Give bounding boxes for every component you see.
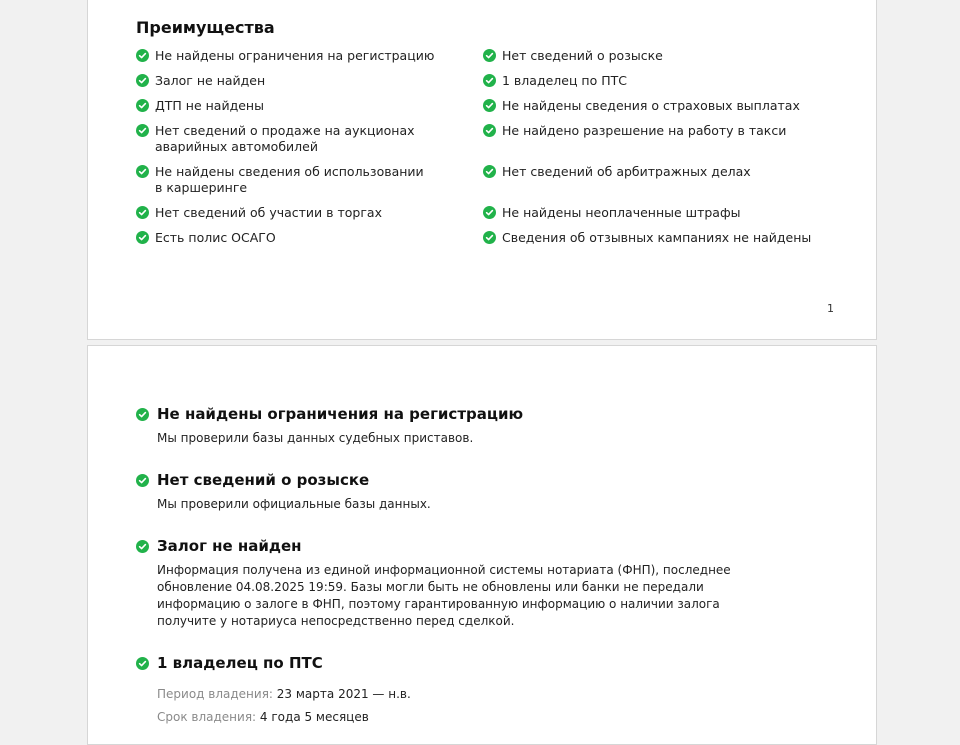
check-circle-icon [136, 74, 149, 87]
advantage-item [136, 230, 483, 246]
ownership-term-label: Срок владения: [157, 710, 257, 724]
section-body: Информация получена из единой информационной системы нотариата (ФНП), последнее обновление 04.08.2025 19:59. Базы могли быть не обновлены или банки не передали информацию о залоге в ФНП, поэтому гарантированную информацию о наличии залога получите у нотариуса непосредственно перед сделкой. [157, 563, 731, 628]
advantage-item [136, 123, 483, 155]
section-title: Залог не найден [157, 537, 302, 555]
section-owners [136, 654, 796, 726]
advantage-label: Не найдены неоплаченные штрафы [502, 205, 741, 220]
advantages-list [136, 48, 816, 255]
advantage-label: Залог не найден [155, 73, 266, 88]
advantage-item [136, 205, 483, 221]
check-circle-icon [136, 540, 149, 553]
advantage-label: Нет сведений о розыске [502, 48, 663, 63]
advantage-item [483, 73, 816, 89]
advantage-item [483, 98, 816, 114]
ownership-term-value: 4 года 5 месяцев [259, 710, 369, 724]
ownership-period [157, 686, 796, 703]
section-body: Мы проверили базы данных судебных приставов. [157, 431, 474, 445]
check-circle-icon [483, 74, 496, 87]
ownership-term [157, 709, 796, 726]
advantage-label: Сведения об отзывных кампаниях не найдены [502, 230, 812, 245]
check-circle-icon [136, 408, 149, 421]
report-page-1 [87, 0, 877, 340]
section-title: Не найдены ограничения на регистрацию [157, 405, 524, 423]
advantage-item [136, 73, 483, 89]
section-title: 1 владелец по ПТС [157, 654, 323, 672]
advantage-label: Нет сведений об арбитражных делах [502, 164, 751, 179]
section-pledge [136, 537, 776, 630]
advantage-item [136, 98, 483, 114]
check-circle-icon [136, 49, 149, 62]
check-circle-icon [136, 231, 149, 244]
check-circle-icon [136, 99, 149, 112]
check-circle-icon [136, 474, 149, 487]
advantage-label: Не найдены ограничения на регистрацию [155, 48, 435, 63]
report-page-2 [87, 345, 877, 745]
advantage-item [483, 230, 816, 246]
advantage-item [136, 164, 483, 196]
advantage-label: Не найдены сведения об использовании в каршеринге [155, 164, 424, 195]
check-circle-icon [483, 49, 496, 62]
check-circle-icon [483, 124, 496, 137]
section-title: Нет сведений о розыске [157, 471, 370, 489]
advantage-label: ДТП не найдены [155, 98, 264, 113]
check-circle-icon [136, 206, 149, 219]
advantage-label: Не найдено разрешение на работу в такси [502, 123, 787, 138]
ownership-period-value: 23 марта 2021 — н.в. [276, 687, 411, 701]
advantage-label: Не найдены сведения о страховых выплатах [502, 98, 800, 113]
advantage-item [483, 123, 816, 155]
advantage-label: 1 владелец по ПТС [502, 73, 627, 88]
check-circle-icon [483, 99, 496, 112]
advantage-label: Нет сведений об участии в торгах [155, 205, 382, 220]
section-body: Мы проверили официальные базы данных. [157, 497, 431, 511]
advantages-title: Преимущества [136, 18, 275, 37]
section-registration [136, 405, 796, 447]
ownership-period-label: Период владения: [157, 687, 273, 701]
advantage-label: Нет сведений о продаже на аукционах аварийных автомобилей [155, 123, 415, 154]
advantage-label: Есть полис ОСАГО [155, 230, 276, 245]
check-circle-icon [136, 657, 149, 670]
section-wanted [136, 471, 796, 513]
advantage-item [483, 48, 816, 64]
page-number: 1 [827, 302, 834, 315]
check-circle-icon [483, 206, 496, 219]
check-circle-icon [483, 231, 496, 244]
advantage-item [483, 205, 816, 221]
advantage-item [483, 164, 816, 196]
check-circle-icon [136, 165, 149, 178]
check-circle-icon [136, 124, 149, 137]
check-circle-icon [483, 165, 496, 178]
advantage-item [136, 48, 483, 64]
